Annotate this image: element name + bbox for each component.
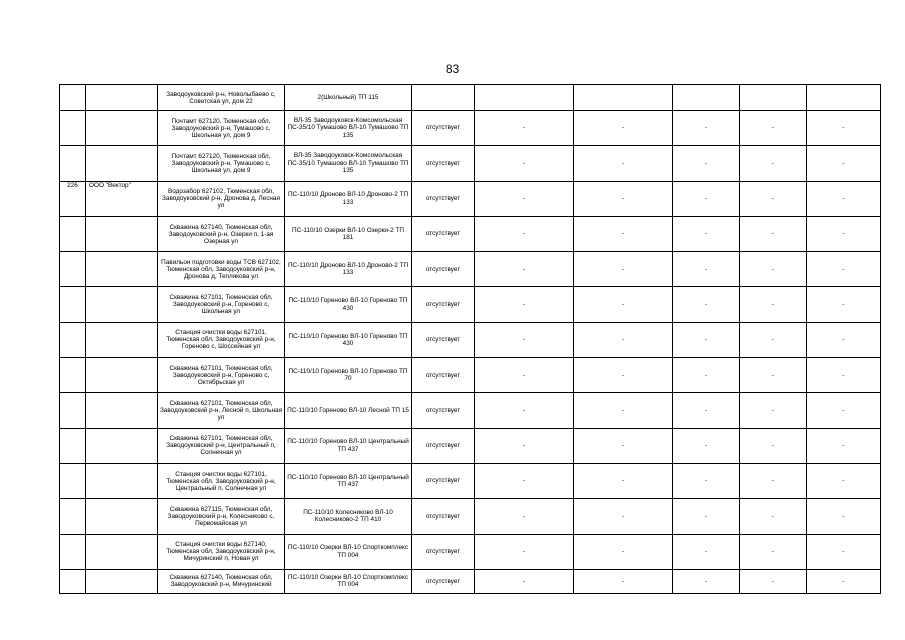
table-row — [60, 393, 881, 428]
table-body — [60, 85, 881, 594]
value-cell: - — [673, 111, 740, 146]
organization-cell — [86, 358, 158, 393]
value-cell — [740, 85, 807, 111]
value-cell: - — [574, 252, 673, 287]
value-cell: - — [807, 393, 881, 428]
power-line-cell: 2(Школьный) ТП 115 — [285, 85, 412, 111]
status-cell: отсутствует — [412, 463, 475, 498]
value-cell: - — [673, 216, 740, 251]
value-cell: - — [673, 322, 740, 357]
power-line-cell: ВЛ-35 Заводоуковск-Комсомольская ПС-35/10 Тумашово ВЛ-10 Тумашово ТП 135 — [285, 146, 412, 181]
value-cell: - — [740, 534, 807, 569]
status-cell: отсутствует — [412, 499, 475, 534]
value-cell: - — [807, 111, 881, 146]
value-cell: - — [740, 569, 807, 593]
status-cell — [412, 85, 475, 111]
value-cell: - — [740, 463, 807, 498]
value-cell: - — [740, 111, 807, 146]
organization-cell — [86, 499, 158, 534]
value-cell: - — [574, 287, 673, 322]
status-cell: отсутствует — [412, 252, 475, 287]
row-number-cell — [60, 111, 86, 146]
power-line-cell: ПС-110/10 Гореново ВЛ-10 Гореново ТП 70 — [285, 358, 412, 393]
value-cell: - — [807, 146, 881, 181]
value-cell: - — [574, 322, 673, 357]
address-cell: Водозабор 627102, Тюменская обл, Заводоуковский р-н, Дронова д, Лесная ул — [158, 181, 285, 216]
value-cell: - — [574, 534, 673, 569]
row-number-cell — [60, 463, 86, 498]
organization-cell — [86, 463, 158, 498]
power-line-cell: ПС-110/10 Озерки ВЛ-10 Спорткомплекс ТП 004 — [285, 569, 412, 593]
row-number-cell — [60, 85, 86, 111]
value-cell: - — [574, 358, 673, 393]
value-cell: - — [807, 216, 881, 251]
address-cell: Скважина 627101, Тюменская обл, Заводоуковский р-н, Гореново с, Октябрьская ул — [158, 358, 285, 393]
status-cell: отсутствует — [412, 111, 475, 146]
value-cell: - — [740, 252, 807, 287]
value-cell: - — [574, 216, 673, 251]
value-cell: - — [673, 181, 740, 216]
value-cell: - — [807, 252, 881, 287]
value-cell: - — [475, 569, 574, 593]
organization-cell — [86, 428, 158, 463]
power-line-cell: ПС-110/10 Гореново ВЛ-10 Гореново ТП 430 — [285, 322, 412, 357]
value-cell: - — [740, 358, 807, 393]
power-line-cell: ПС-110/10 Гореново ВЛ-10 Центральный ТП 437 — [285, 428, 412, 463]
status-cell: отсутствует — [412, 146, 475, 181]
row-number-cell — [60, 393, 86, 428]
power-line-cell: ПС-110/10 Колесниково ВЛ-10 Колесниково-2 ТП 410 — [285, 499, 412, 534]
organization-cell — [86, 146, 158, 181]
organization-cell — [86, 252, 158, 287]
status-cell: отсутствует — [412, 569, 475, 593]
power-line-cell: ПС-110/10 Дроново ВЛ-10 Дроново-2 ТП 133 — [285, 252, 412, 287]
value-cell — [475, 85, 574, 111]
value-cell: - — [740, 393, 807, 428]
value-cell: - — [740, 216, 807, 251]
power-line-cell: ПС-110/10 Гореново ВЛ-10 Центральный ТП 437 — [285, 463, 412, 498]
value-cell — [673, 85, 740, 111]
power-line-cell: ПС-110/10 Гореново ВЛ-10 Гореново ТП 430 — [285, 287, 412, 322]
address-cell: Станция очистки воды 627101, Тюменская обл, Заводоуковский р-н, Гореново с, Шоссейная ул — [158, 322, 285, 357]
value-cell: - — [475, 322, 574, 357]
value-cell: - — [475, 287, 574, 322]
value-cell: - — [673, 569, 740, 593]
value-cell: - — [807, 534, 881, 569]
row-number-cell — [60, 569, 86, 593]
value-cell: - — [673, 287, 740, 322]
organization-cell — [86, 111, 158, 146]
value-cell: - — [807, 181, 881, 216]
value-cell: - — [475, 428, 574, 463]
value-cell: - — [475, 358, 574, 393]
table-row — [60, 463, 881, 498]
row-number-cell — [60, 287, 86, 322]
status-cell: отсутствует — [412, 181, 475, 216]
value-cell: - — [740, 322, 807, 357]
status-cell: отсутствует — [412, 322, 475, 357]
value-cell: - — [740, 287, 807, 322]
status-cell: отсутствует — [412, 287, 475, 322]
organization-cell — [86, 393, 158, 428]
value-cell: - — [475, 216, 574, 251]
address-cell: Почтамт 627120, Тюменская обл, Заводоуковский р-н, Тумашово с, Школьная ул, дом 9 — [158, 146, 285, 181]
row-number-cell: 226 — [60, 181, 86, 216]
organization-cell — [86, 216, 158, 251]
row-number-cell — [60, 322, 86, 357]
address-cell: Скважина 627140, Тюменская обл, Заводоуковский р-н, Мичуринский — [158, 569, 285, 593]
table-row — [60, 85, 881, 111]
status-cell: отсутствует — [412, 428, 475, 463]
value-cell: - — [740, 181, 807, 216]
value-cell: - — [673, 428, 740, 463]
value-cell: - — [475, 181, 574, 216]
row-number-cell — [60, 216, 86, 251]
value-cell: - — [574, 569, 673, 593]
value-cell: - — [807, 499, 881, 534]
row-number-cell — [60, 499, 86, 534]
value-cell: - — [807, 463, 881, 498]
value-cell — [807, 85, 881, 111]
table-row — [60, 181, 881, 216]
table-row — [60, 569, 881, 593]
value-cell: - — [807, 569, 881, 593]
address-cell: Станция очистки воды 627140, Тюменская обл, Заводоуковский р-н, Мичуринский п, Новая ул — [158, 534, 285, 569]
value-cell: - — [673, 393, 740, 428]
power-line-cell: ВЛ-35 Заводоуковск-Комсомольская ПС-35/10 Тумашово ВЛ-10 Тумашово ТП 135 — [285, 111, 412, 146]
value-cell: - — [673, 534, 740, 569]
address-cell: Скважина 627101, Тюменская обл, Заводоуковский р-н, Центральный п, Солнечная ул — [158, 428, 285, 463]
table-row — [60, 146, 881, 181]
address-cell: Скважина 627140, Тюменская обл, Заводоуковский р-н, Озерки п, 1-ая Озерная ул — [158, 216, 285, 251]
power-line-cell: ПС-110/10 Гореново ВЛ-10 Лесной ТП 15 — [285, 393, 412, 428]
value-cell: - — [807, 428, 881, 463]
status-cell: отсутствует — [412, 216, 475, 251]
organization-cell — [86, 322, 158, 357]
value-cell: - — [807, 287, 881, 322]
organization-cell — [86, 569, 158, 593]
value-cell: - — [574, 428, 673, 463]
value-cell: - — [740, 146, 807, 181]
value-cell: - — [740, 499, 807, 534]
address-cell: Скважина 627115, Тюменская обл, Заводоуковский р-н, Колесниково с, Первомайская ул — [158, 499, 285, 534]
address-cell: Заводоуковский р-н, Новолыбаево с, Советская ул, дом 22 — [158, 85, 285, 111]
value-cell — [574, 85, 673, 111]
table-row — [60, 428, 881, 463]
row-number-cell — [60, 146, 86, 181]
organization-cell: ООО "Вектор" — [86, 181, 158, 216]
table-row — [60, 216, 881, 251]
row-number-cell — [60, 428, 86, 463]
status-cell: отсутствует — [412, 534, 475, 569]
value-cell: - — [673, 463, 740, 498]
row-number-cell — [60, 358, 86, 393]
value-cell: - — [574, 499, 673, 534]
value-cell: - — [673, 252, 740, 287]
table-row — [60, 534, 881, 569]
organization-cell — [86, 287, 158, 322]
address-cell: Станция очистки воды 627101, Тюменская обл, Заводоуковский р-н, Центральный п, Солнечная ул — [158, 463, 285, 498]
power-line-cell: ПС-110/10 Дроново ВЛ-10 Дроново-2 ТП 133 — [285, 181, 412, 216]
table-row — [60, 499, 881, 534]
table-row — [60, 111, 881, 146]
value-cell: - — [673, 146, 740, 181]
address-cell: Павильон подготовки воды ТСВ 627102, Тюменская обл, Заводоуковский р-н, Дронова д, Теплякова ул — [158, 252, 285, 287]
value-cell: - — [475, 499, 574, 534]
value-cell: - — [807, 322, 881, 357]
table-row — [60, 252, 881, 287]
value-cell: - — [475, 252, 574, 287]
value-cell: - — [574, 146, 673, 181]
row-number-cell — [60, 534, 86, 569]
table-row — [60, 287, 881, 322]
value-cell: - — [574, 181, 673, 216]
table-row — [60, 358, 881, 393]
status-cell: отсутствует — [412, 358, 475, 393]
address-cell: Скважина 627101, Тюменская обл, Заводоуковский р-н, Гореново с, Школьная ул — [158, 287, 285, 322]
value-cell: - — [740, 428, 807, 463]
organization-cell — [86, 534, 158, 569]
table-row — [60, 322, 881, 357]
value-cell: - — [673, 358, 740, 393]
power-line-cell: ПС-110/10 Озерки ВЛ-10 Спорткомплекс ТП 004 — [285, 534, 412, 569]
value-cell: - — [574, 463, 673, 498]
value-cell: - — [475, 111, 574, 146]
value-cell: - — [807, 358, 881, 393]
value-cell: - — [475, 534, 574, 569]
value-cell: - — [673, 499, 740, 534]
value-cell: - — [475, 146, 574, 181]
address-cell: Почтамт 627120, Тюменская обл, Заводоуковский р-н, Тумашово с, Школьная ул, дом 9 — [158, 111, 285, 146]
address-cell: Скважина 627101, Тюменская обл, Заводоуковский р-н, Лесной п, Школьная ул — [158, 393, 285, 428]
status-cell: отсутствует — [412, 393, 475, 428]
row-number-cell — [60, 252, 86, 287]
power-line-cell: ПС-110/10 Озерки ВЛ-10 Озерки-2 ТП 181 — [285, 216, 412, 251]
data-table — [59, 84, 881, 594]
value-cell: - — [574, 111, 673, 146]
value-cell: - — [475, 393, 574, 428]
page-number: 83 — [445, 62, 460, 76]
organization-cell — [86, 85, 158, 111]
value-cell: - — [574, 393, 673, 428]
value-cell: - — [475, 463, 574, 498]
